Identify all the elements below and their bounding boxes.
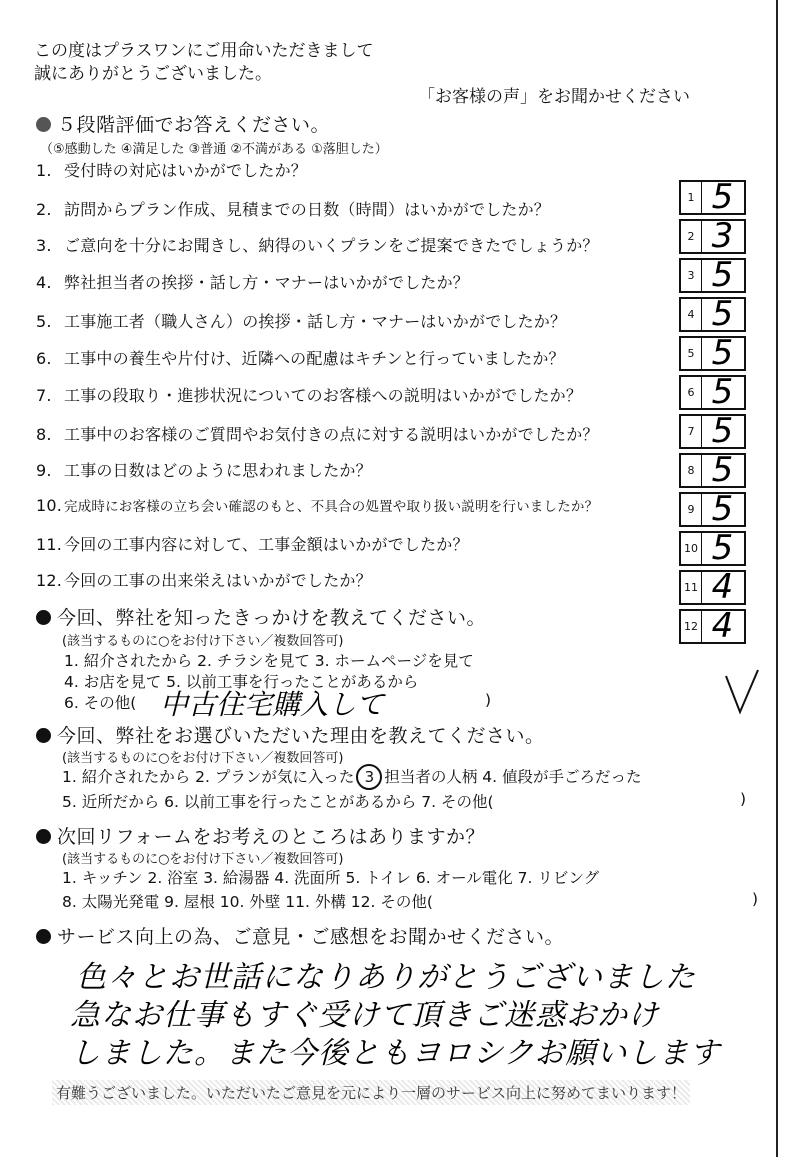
score-box-value: 5 [711, 528, 734, 568]
rating-question-number: 7. [36, 386, 52, 405]
score-box-number: 12 [681, 611, 702, 642]
banner-title: 「お客様の声」をお聞かせください [418, 87, 690, 107]
rating-question [36, 383, 582, 406]
score-box [679, 489, 746, 529]
next-heading [36, 822, 485, 849]
rating-heading-text: ５段階評価でお答えください。 [57, 114, 331, 136]
score-box-number: 9 [681, 494, 702, 525]
score-box-value: 4 [711, 606, 734, 646]
score-box-number: 4 [681, 299, 702, 330]
score-box-value: 4 [711, 567, 734, 607]
know-options-3 [64, 691, 136, 713]
rating-question [36, 309, 566, 332]
score-box [679, 450, 746, 490]
feedback-heading-text: サービス向上の為、ご意見・ご感想をお聞かせください。 [57, 926, 565, 948]
score-box [679, 255, 746, 295]
know-other-label: 6. その他( [64, 694, 137, 712]
score-box-value: 5 [711, 450, 734, 490]
reason-options-1b: 担当者の人柄 4. 値段が手ごろだった [384, 768, 642, 786]
score-box [679, 333, 746, 373]
bullet-icon [36, 610, 51, 625]
bullet-icon [36, 829, 51, 844]
reason-other-close: ) [740, 790, 747, 808]
score-box [679, 216, 746, 256]
score-box-value: 5 [711, 333, 734, 373]
rating-question-number: 6. [36, 349, 52, 368]
score-box [679, 372, 746, 412]
rating-question-text: 工事の日数はどのように思われましたか？ [64, 461, 372, 480]
footer-thanks: 有難うございました。いただいたご意見を元により一層のサービス向上に努めてまいります！ [52, 1080, 690, 1105]
score-box-number: 2 [681, 221, 702, 252]
rating-question-number: 11. [36, 535, 63, 554]
rating-question-text: 工事中のお客様のご質問やお気付きの点に対する説明はいかがでしたか？ [64, 425, 599, 444]
next-options-2: 8. 太陽光発電 9. 屋根 10. 外壁 11. 外構 12. その他( [62, 893, 433, 911]
rating-question-number: 8. [36, 425, 52, 444]
comment-line-2: 急なお仕事もすぐ受けて頂きご迷惑おかけ [70, 998, 659, 1033]
comment-line-1: 色々とお世話になりありがとうございました [76, 960, 696, 995]
score-box-number: 1 [681, 182, 702, 213]
score-box-number: 3 [681, 260, 702, 291]
selected-option-circle: 3 [356, 764, 382, 790]
score-box [679, 606, 746, 646]
rating-question-text: ご意向を十分にお聞きし、納得のいくプランをご提案できたでしょうか？ [64, 236, 599, 255]
know-other-close: ) [485, 691, 492, 709]
score-box-value: 5 [711, 294, 734, 334]
rating-scale-note: （⑤感動した ④満足した ③普通 ②不満がある ①落胆した） [40, 142, 388, 157]
rating-question-text: 工事の段取り・進捗状況についてのお客様への説明はいかがでしたか？ [64, 386, 583, 405]
know-heading-text: 今回、弊社を知ったきっかけを教えてください。 [57, 607, 487, 629]
reason-heading [36, 721, 545, 748]
know-other-handwritten: 中古住宅購入して [160, 688, 385, 721]
know-heading [36, 603, 486, 630]
score-box-number: 10 [681, 533, 702, 564]
score-box-number: 6 [681, 377, 702, 408]
bullet-icon [36, 929, 51, 944]
score-box [679, 411, 746, 451]
rating-question-text: 工事中の養生や片付け、近隣への配慮はキチンと行っていましたか？ [64, 349, 565, 368]
rating-question [36, 346, 565, 369]
rating-question-text: 今回の工事内容に対して、工事金額はいかがでしたか？ [64, 535, 469, 554]
rating-question-number: 9. [36, 461, 52, 480]
rating-question [36, 458, 372, 481]
score-box [679, 567, 746, 607]
intro-line-2: 誠にありがとうございました。 [34, 64, 272, 84]
know-options-1: 1. 紹介されたから 2. チラシを見て 3. ホームページを見て [64, 652, 474, 670]
score-box-value: 5 [711, 372, 734, 412]
rating-question-number: 12. [36, 571, 63, 590]
rating-question [36, 197, 550, 220]
rating-question [36, 270, 469, 293]
score-box-number: 8 [681, 455, 702, 486]
score-box [679, 294, 746, 334]
next-options-1: 1. キッチン 2. 浴室 3. 給湯器 4. 洗面所 5. トイレ 6. オール電化 7. リビング [62, 869, 600, 887]
rating-question-text: 工事施工者（職人さん）の挨拶・話し方・マナーはいかがでしたか？ [64, 312, 567, 331]
feedback-heading [36, 922, 564, 949]
score-box-value: 3 [711, 216, 734, 256]
rating-question-text: 受付時の対応はいかがでしたか？ [64, 161, 308, 180]
reason-options-1a: 1. 紹介されたから 2. プランが気に入った [62, 768, 355, 786]
intro-line-1: この度はプラスワンにご用命いただきまして [34, 41, 374, 61]
comment-line-3: しました。また今後ともヨロシクお願いします [70, 1036, 721, 1071]
rating-question [36, 532, 469, 555]
know-note: (該当するものに○をお付け下さい／複数回答可) [62, 634, 344, 649]
rating-question-number: 10. [36, 496, 63, 515]
score-box-value: 5 [711, 255, 734, 295]
score-box-number: 5 [681, 338, 702, 369]
score-box-value: 5 [711, 177, 734, 217]
rating-question-text: 完成時にお客様の立ち会い確認のもと、不具合の処置や取り扱い説明を行いましたか？ [64, 499, 599, 515]
rating-question-number: 5. [36, 312, 52, 331]
score-box-number: 7 [681, 416, 702, 447]
score-box [679, 528, 746, 568]
score-box-value: 5 [711, 489, 734, 529]
reason-options-1 [62, 764, 642, 790]
score-box-value: 5 [711, 411, 734, 451]
rating-question-number: 2. [36, 200, 52, 219]
bullet-icon [36, 117, 51, 132]
next-note: (該当するものに○をお付け下さい／複数回答可) [62, 852, 344, 867]
rating-question [36, 568, 372, 591]
rating-question [36, 422, 599, 445]
rating-question-number: 3. [36, 236, 52, 255]
next-heading-text: 次回リフォームをお考えのところはありますか？ [57, 826, 486, 848]
rating-question [36, 158, 307, 181]
score-box-number: 11 [681, 572, 702, 603]
rating-heading [36, 110, 330, 137]
reason-heading-text: 今回、弊社をお選びいただいた理由を教えてください。 [57, 725, 545, 747]
next-other-close: ) [752, 890, 759, 908]
reason-options-2: 5. 近所だから 6. 以前工事を行ったことがあるから 7. その他( [62, 793, 494, 811]
checkmark-icon [722, 668, 762, 718]
know-options-2: 4. お店を見て 5. 以前工事を行ったことがあるから [64, 673, 419, 691]
bullet-icon [36, 728, 51, 743]
rating-question-text: 弊社担当者の挨拶・話し方・マナーはいかがでしたか？ [64, 273, 470, 292]
rating-question-number: 1. [36, 161, 52, 180]
rating-question-text: 今回の工事の出来栄えはいかがでしたか？ [64, 571, 372, 590]
score-box [679, 177, 746, 217]
rating-question-number: 4. [36, 273, 52, 292]
rating-question-text: 訪問からプラン作成、見積までの日数（時間）はいかがでしたか？ [64, 200, 551, 219]
reason-note: (該当するものに○をお付け下さい／複数回答可) [62, 751, 344, 766]
page-edge-line [776, 0, 778, 1157]
rating-question [36, 233, 599, 256]
rating-question [36, 495, 598, 515]
